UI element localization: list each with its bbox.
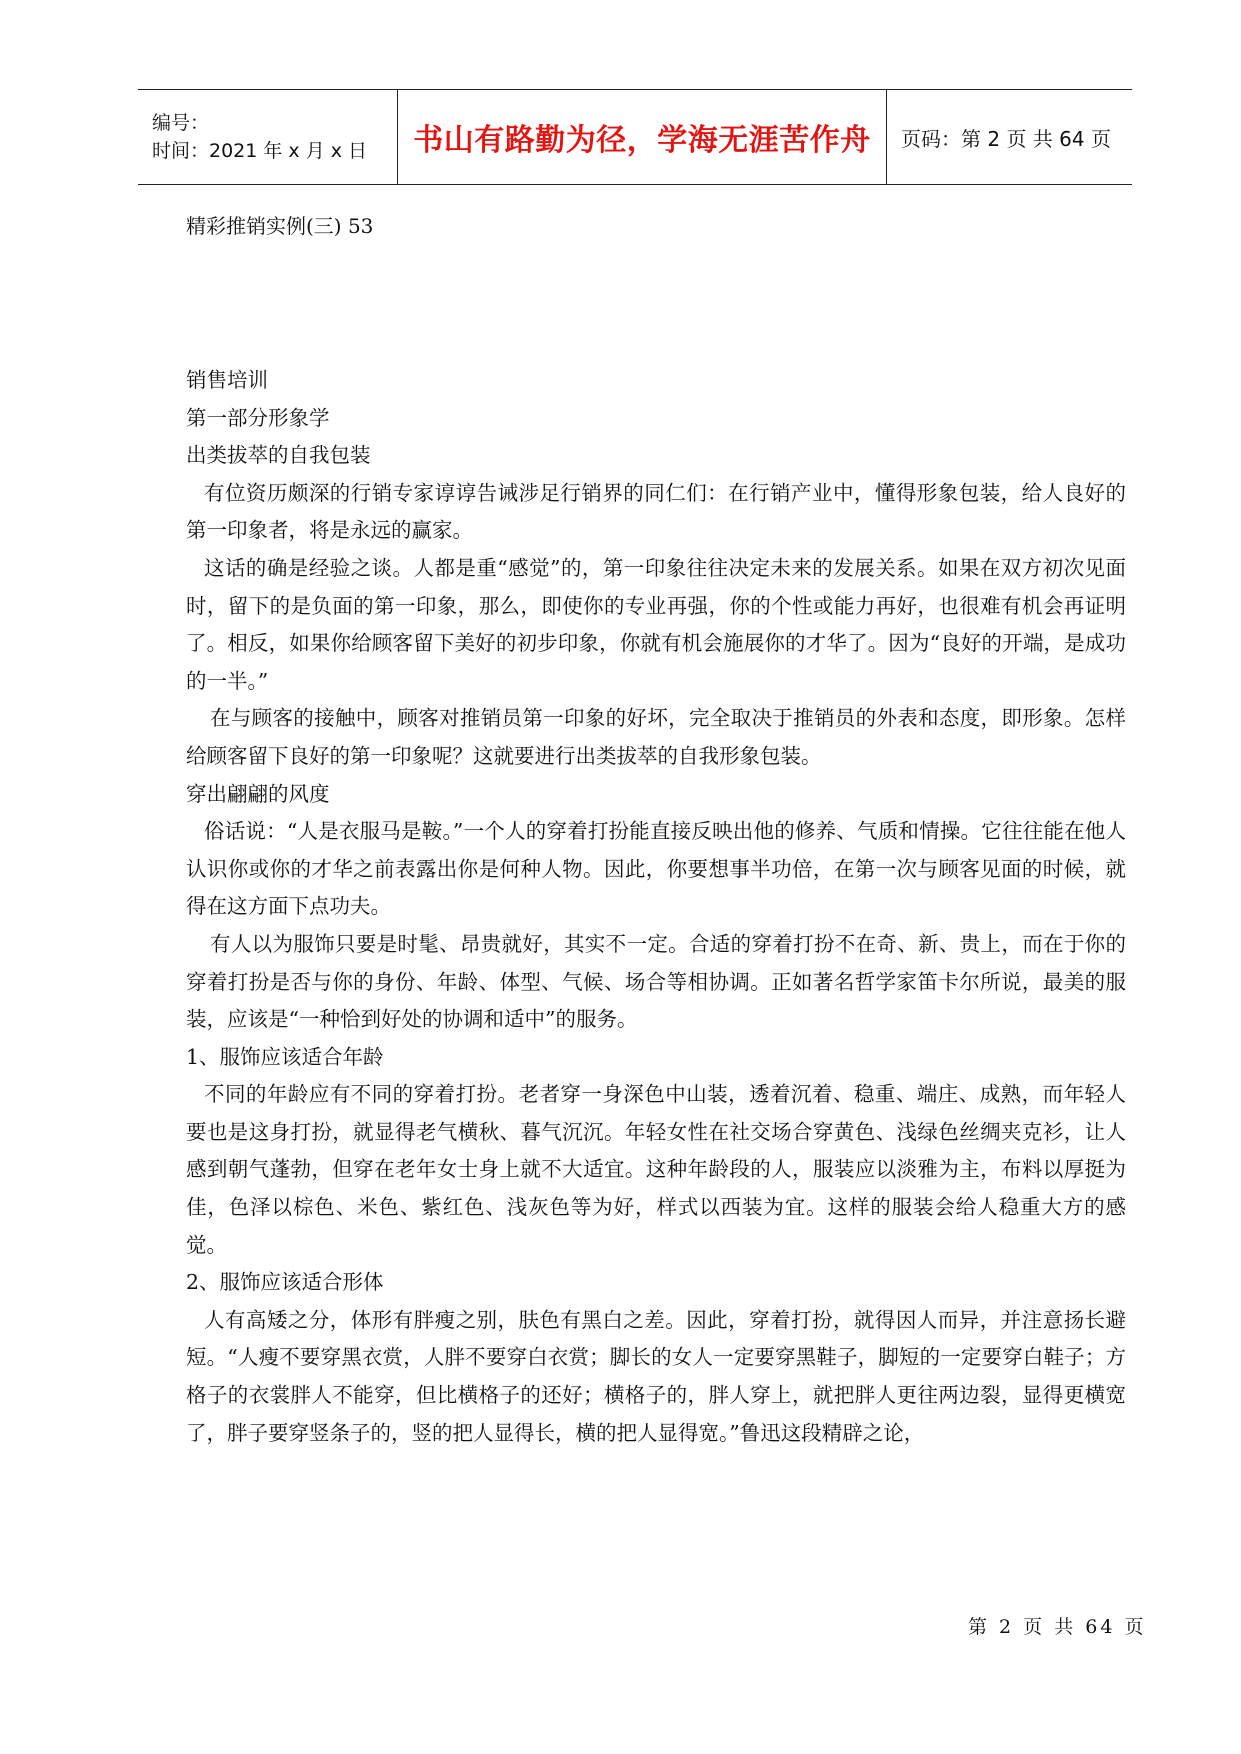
paragraph: 在与顾客的接触中，顾客对推销员第一印象的好坏，完全取决于推销员的外表和态度，即形象。怎样给顾客留下良好的第一印象呢？这就要进行出类拔萃的自我形象包装。 bbox=[186, 706, 1126, 768]
section-heading: 出类拔萃的自我包装 bbox=[186, 443, 371, 468]
header-motto: 书山有路勤为径，学海无涯苦作舟 bbox=[398, 90, 887, 184]
page-header bbox=[138, 89, 1132, 185]
paragraph: 这话的确是经验之谈。人都是重“感觉”的，第一印象往往决定未来的发展关系。如果在双方初次见面时，留下的是负面的第一印象，那么，即使你的专业再强，你的个性或能力再好，也很难有机会再证明了。相反，如果你给顾客留下美好的初步印象，你就有机会施展你的才华了。因为“良好的开端，是成功的一半。” bbox=[186, 555, 1126, 693]
document-body bbox=[186, 362, 1126, 1452]
paragraph: 不同的年龄应有不同的穿着打扮。老者穿一身深色中山装，透着沉着、稳重、端庄、成熟，而年轻人要也是这身打扮，就显得老气横秋、暮气沉沉。年轻女性在社交场合穿黄色、浅绿色丝绸夹克衫，让人感到朝气蓬勃，但穿在老年女士身上就不大适宜。这种年龄段的人，服装应以淡雅为主，布料以厚挺为佳，色泽以棕色、米色、紫红色、浅灰色等为好，样式以西装为宜。这样的服装会给人稳重大方的感觉。 bbox=[186, 1082, 1126, 1257]
paragraph: 俗话说：“人是衣服马是鞍。”一个人的穿着打扮能直接反映出他的修养、气质和情操。它往往能在他人认识你或你的才华之前表露出你是何种人物。因此，你要想事半功倍，在第一次与顾客见面的时候，就得在这方面下点功夫。 bbox=[186, 819, 1126, 919]
paragraph: 有位资历颇深的行销专家谆谆告诫涉足行销界的同仁们：在行销产业中，懂得形象包装，给人良好的第一印象者，将是永远的赢家。 bbox=[186, 480, 1126, 543]
paragraph: 人有高矮之分，体形有胖瘦之别，肤色有黑白之差。因此，穿着打扮，就得因人而异，并注意扬长避短。“人瘦不要穿黑衣赏，人胖不要穿白衣赏；脚长的女人一定要穿黑鞋子，脚短的一定要穿白鞋子；方格子的衣裳胖人不能穿，但比横格子的还好；横格子的，胖人穿上，就把胖人更往两边裂，显得更横宽了，胖子要穿竖条子的，竖的把人显得长，横的把人显得宽。”鲁迅这段精辟之论， bbox=[186, 1307, 1126, 1445]
section-heading: 1、服饰应该适合年龄 bbox=[186, 1044, 384, 1069]
page-footer: 第 2 页 共 64 页 bbox=[968, 1616, 1147, 1638]
section-heading: 销售培训 bbox=[186, 368, 268, 392]
section-heading: 穿出翩翩的风度 bbox=[186, 781, 330, 806]
section-heading: 第一部分形象学 bbox=[186, 405, 330, 430]
document-title: 精彩推销实例(三) 53 bbox=[186, 214, 374, 238]
number-label: 编号： bbox=[152, 112, 210, 134]
section-heading: 2、服饰应该适合形体 bbox=[186, 1270, 384, 1295]
paragraph: 有人以为服饰只要是时髦、昂贵就好，其实不一定。合适的穿着打扮不在奇、新、贵上，而在于你的穿着打扮是否与你的身份、年龄、体型、气候、场合等相协调。正如著名哲学家笛卡尔所说，最美的服装，应该是“一种恰到好处的协调和适中”的服务。 bbox=[186, 931, 1126, 1032]
header-page-label: 页码：第 2 页 共 64 页 bbox=[901, 126, 1111, 151]
header-meta bbox=[138, 90, 398, 184]
time-label: 时间：2021 年 x 月 x 日 bbox=[152, 140, 368, 162]
